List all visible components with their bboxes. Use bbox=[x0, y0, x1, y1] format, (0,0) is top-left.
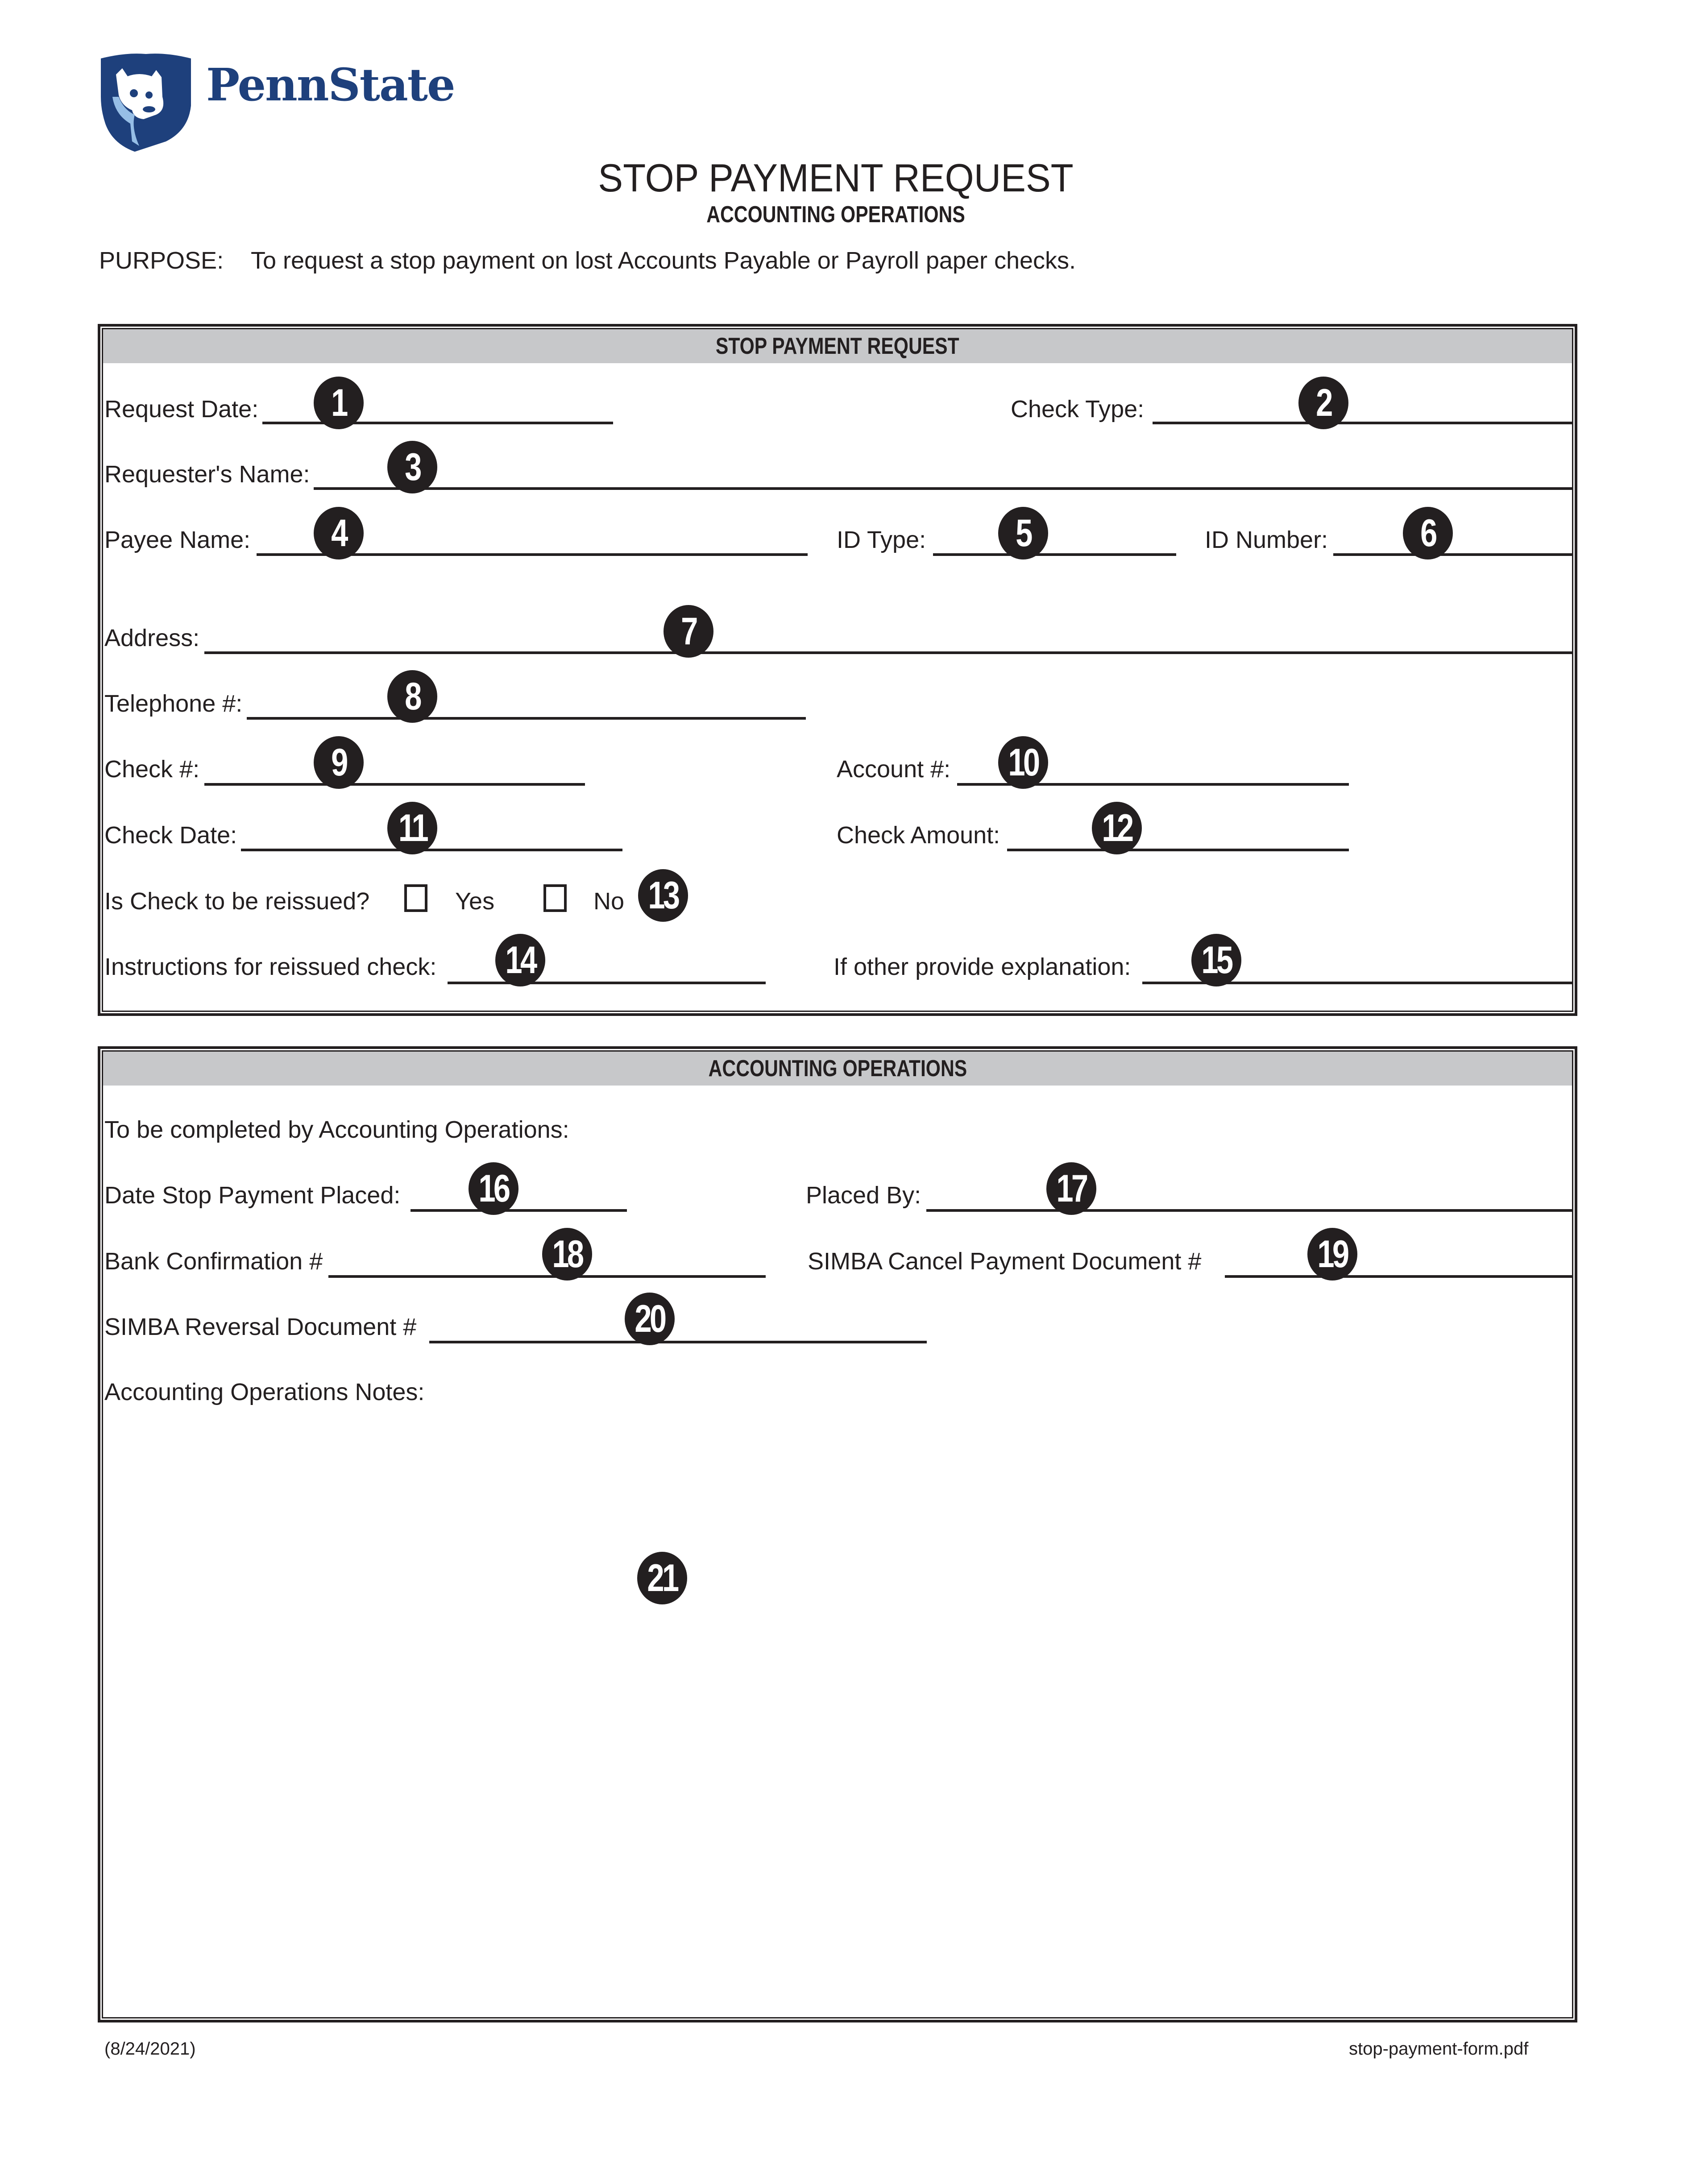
callout-badge-17: 17 bbox=[1046, 1162, 1096, 1215]
callout-badge-6: 6 bbox=[1403, 507, 1453, 559]
callout-badge-7: 7 bbox=[664, 605, 713, 658]
check-number-label: Check #: bbox=[104, 756, 200, 783]
callout-badge-3: 3 bbox=[387, 441, 437, 493]
callout-badge-21: 21 bbox=[637, 1552, 687, 1604]
check-date-label: Check Date: bbox=[104, 822, 237, 849]
requester-name-label: Requester's Name: bbox=[104, 461, 310, 488]
simba-cancel-label: SIMBA Cancel Payment Document # bbox=[808, 1248, 1202, 1275]
simba-reversal-label: SIMBA Reversal Document # bbox=[104, 1314, 417, 1340]
check-number-field[interactable] bbox=[204, 783, 585, 786]
callout-badge-12: 12 bbox=[1092, 802, 1142, 854]
callout-badge-10: 10 bbox=[998, 736, 1048, 789]
requester-name-field[interactable] bbox=[314, 487, 1572, 490]
reissue-instructions-label: Instructions for reissued check: bbox=[104, 953, 437, 980]
id-number-label: ID Number: bbox=[1205, 526, 1328, 553]
check-type-field[interactable] bbox=[1153, 422, 1572, 424]
id-type-field[interactable] bbox=[933, 553, 1176, 556]
callout-badge-14: 14 bbox=[495, 934, 545, 986]
accounting-notes-label: Accounting Operations Notes: bbox=[104, 1379, 425, 1405]
purpose-statement bbox=[99, 249, 1076, 273]
callout-badge-5: 5 bbox=[998, 507, 1048, 559]
callout-badge-11: 11 bbox=[387, 802, 437, 854]
callout-badge-8: 8 bbox=[387, 670, 437, 723]
reissue-question-label: Is Check to be reissued? bbox=[104, 888, 370, 915]
section-header: ACCOUNTING OPERATIONS bbox=[103, 1052, 1572, 1086]
document-title: STOP PAYMENT REQUEST bbox=[598, 156, 1074, 200]
simba-cancel-field[interactable] bbox=[1225, 1275, 1572, 1278]
date-placed-label: Date Stop Payment Placed: bbox=[104, 1182, 401, 1209]
check-date-field[interactable] bbox=[241, 849, 622, 851]
callout-badge-20: 20 bbox=[625, 1293, 675, 1345]
callout-badge-18: 18 bbox=[542, 1228, 592, 1281]
request-date-label: Request Date: bbox=[104, 396, 259, 423]
form-filename: stop-payment-form.pdf bbox=[1349, 2039, 1529, 2059]
other-explanation-label: If other provide explanation: bbox=[834, 953, 1131, 980]
request-date-field[interactable] bbox=[262, 422, 613, 424]
telephone-field[interactable] bbox=[247, 717, 806, 720]
placed-by-field[interactable] bbox=[926, 1209, 1572, 1212]
id-number-field[interactable] bbox=[1333, 553, 1572, 556]
bank-confirmation-field[interactable] bbox=[328, 1275, 766, 1278]
check-amount-label: Check Amount: bbox=[837, 822, 1000, 849]
purpose-text: To request a stop payment on lost Accounts Payable or Payroll paper checks. bbox=[251, 247, 1076, 274]
payee-name-label: Payee Name: bbox=[104, 526, 251, 553]
reissue-yes-checkbox[interactable] bbox=[404, 884, 427, 912]
penn-state-wordmark: PennState bbox=[206, 58, 455, 111]
accounting-notes-area[interactable] bbox=[104, 1414, 1564, 2008]
callout-badge-9: 9 bbox=[314, 736, 364, 789]
placed-by-label: Placed By: bbox=[806, 1182, 921, 1209]
callout-badge-15: 15 bbox=[1191, 934, 1241, 986]
check-type-label: Check Type: bbox=[1011, 396, 1145, 423]
account-number-label: Account #: bbox=[837, 756, 951, 783]
id-type-label: ID Type: bbox=[837, 526, 926, 553]
callout-badge-2: 2 bbox=[1298, 377, 1348, 429]
telephone-label: Telephone #: bbox=[104, 690, 243, 717]
simba-reversal-field[interactable] bbox=[429, 1341, 927, 1343]
callout-badge-1: 1 bbox=[314, 377, 364, 429]
bank-confirmation-label: Bank Confirmation # bbox=[104, 1248, 323, 1275]
document-subtitle: ACCOUNTING OPERATIONS bbox=[706, 202, 965, 228]
reissue-yes-label: Yes bbox=[455, 888, 495, 915]
reissue-no-label: No bbox=[593, 888, 625, 915]
callout-badge-13: 13 bbox=[638, 869, 688, 922]
accounting-intro-text: To be completed by Accounting Operations: bbox=[104, 1116, 569, 1143]
date-placed-field[interactable] bbox=[411, 1209, 627, 1212]
penn-state-shield-logo-icon bbox=[99, 52, 193, 152]
callout-badge-16: 16 bbox=[469, 1162, 518, 1215]
section-header: STOP PAYMENT REQUEST bbox=[103, 329, 1572, 363]
purpose-label: PURPOSE: bbox=[99, 247, 224, 274]
reissue-no-checkbox[interactable] bbox=[543, 884, 567, 912]
address-label: Address: bbox=[104, 625, 200, 651]
reissue-instructions-field[interactable] bbox=[448, 982, 766, 984]
callout-badge-19: 19 bbox=[1307, 1228, 1357, 1281]
address-field[interactable] bbox=[204, 651, 1572, 654]
revision-date: (8/24/2021) bbox=[104, 2039, 196, 2059]
check-amount-field[interactable] bbox=[1007, 849, 1349, 851]
callout-badge-4: 4 bbox=[314, 507, 364, 559]
